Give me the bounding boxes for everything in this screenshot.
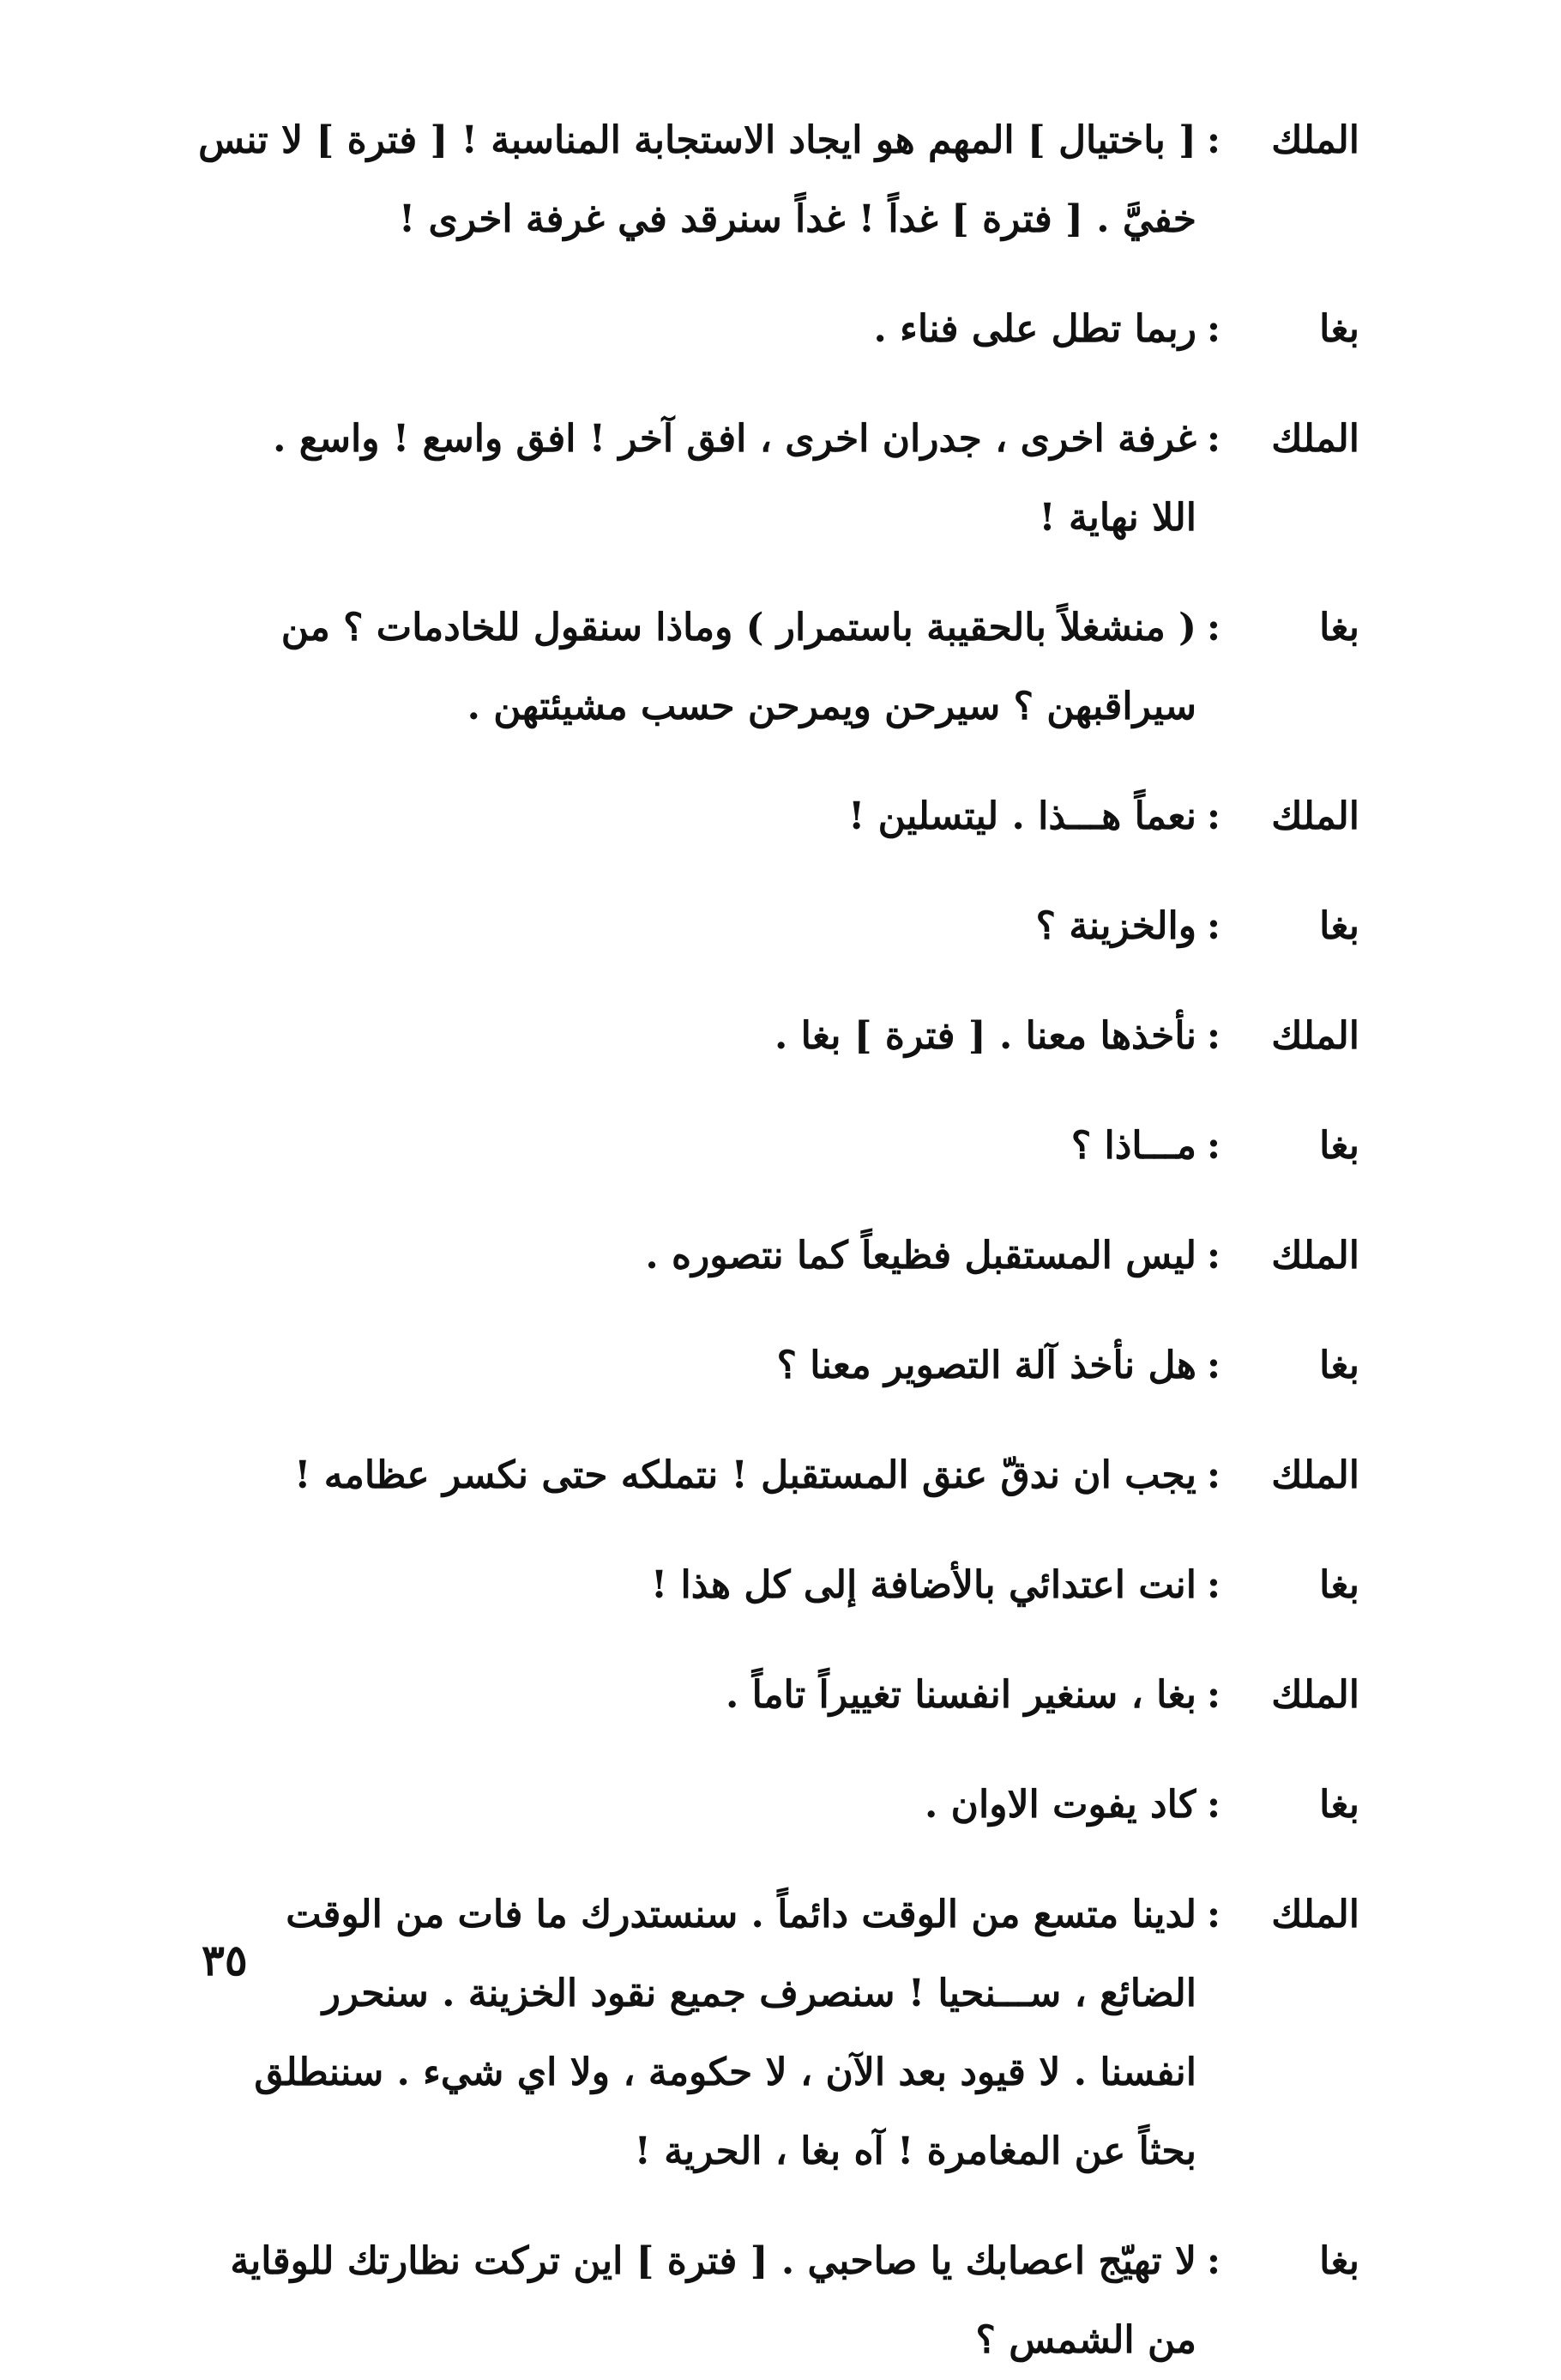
speech	[202, 1436, 1196, 1515]
speech-line: اللا نهاية !	[1039, 496, 1196, 540]
speaker-name: بغا	[1319, 904, 1359, 948]
speaker-separator: :	[1206, 1014, 1221, 1058]
speaker-name: بغا	[1319, 1124, 1359, 1168]
dialogue-entry	[202, 2222, 1359, 2380]
dialogue-entry	[202, 777, 1359, 856]
speech-line: بحثاً عن المغامرة ! آه بغا ، الحرية !	[634, 2129, 1196, 2173]
speaker-separator: :	[1206, 417, 1221, 461]
speech-line: ليس المستقبل فظيعاً كما نتصوره .	[645, 1234, 1196, 1278]
speech-line: انفسنا . لا قيود بعد الآن ، لا حكومة ، ولا اي شيء . سننطلق	[254, 2051, 1196, 2094]
speaker-separator: :	[1206, 1783, 1221, 1827]
speech-line: لدينا متسع من الوقت دائماً . سنستدرك ما فات من الوقت	[286, 1893, 1196, 1936]
dialogue-entry	[202, 400, 1359, 558]
speaker-name: بغا	[1319, 1783, 1359, 1827]
speech	[202, 400, 1196, 558]
speaker-separator: :	[1206, 118, 1221, 162]
speaker-separator: :	[1206, 1563, 1221, 1607]
speech	[202, 1656, 1196, 1735]
speech-line: ربما تطل على فناء .	[873, 307, 1196, 351]
speech-line: غرفة اخرى ، جدران اخرى ، افق آخر ! افق واسع ! واسع .	[273, 417, 1196, 461]
speech-line: لا تهيّج اعصابك يا صاحبي . [ فترة ] اين تركت نظارتك للوقاية	[230, 2239, 1196, 2283]
speech-line: الضائع ، ســـنحيا ! سنصرف جميع نقود الخزينة . سنحرر	[322, 1972, 1196, 2015]
speech-line: هل نأخذ آلة التصوير معنا ؟	[776, 1344, 1196, 1387]
dialogue-entry	[202, 1546, 1359, 1625]
speech	[202, 887, 1196, 966]
speech-line: سيراقبهن ؟ سيرحن ويمرحن حسب مشيئتهن .	[467, 685, 1196, 728]
speech	[202, 1876, 1196, 2191]
speech	[202, 997, 1196, 1076]
speaker-name: الملك	[1271, 417, 1359, 461]
speech-line: من الشمس ؟	[975, 2318, 1196, 2362]
speech	[202, 1217, 1196, 1296]
speech-line: انت اعتدائي بالأضافة إلى كل هذا !	[650, 1563, 1196, 1607]
speech-line: نأخذها معنا . [ فترة ] بغا .	[774, 1014, 1196, 1058]
speech	[202, 1766, 1196, 1845]
speech-line: ( منشغلاً بالحقيبة باستمرار ) وماذا سنقول للخادمات ؟ من	[280, 606, 1196, 649]
speaker-name: الملك	[1271, 1893, 1359, 1936]
speech	[202, 1546, 1196, 1625]
speaker-name: الملك	[1271, 118, 1359, 162]
dialogue-entry	[202, 1436, 1359, 1515]
speech	[202, 290, 1196, 369]
speaker-name: بغا	[1319, 606, 1359, 649]
speaker-separator: :	[1206, 794, 1221, 838]
speaker-separator: :	[1206, 1453, 1221, 1497]
dialogue-entry	[202, 1326, 1359, 1405]
speech-line: نعماً هـــذا . ليتسلين !	[848, 794, 1196, 838]
speech	[202, 1326, 1196, 1405]
speech	[202, 2222, 1196, 2380]
dialogue-entry	[202, 1217, 1359, 1296]
speaker-separator: :	[1206, 1234, 1221, 1278]
speaker-separator: :	[1206, 1893, 1221, 1936]
speech-line: يجب ان ندقّ عنق المستقبل ! نتملكه حتى نكسر عظامه !	[294, 1453, 1196, 1497]
dialogue-entry	[202, 997, 1359, 1076]
speaker-separator: :	[1206, 606, 1221, 649]
dialogue-entry	[202, 589, 1359, 746]
dialogue-entry	[198, 101, 1359, 259]
dialogue-entry	[202, 1766, 1359, 1845]
speaker-name: الملك	[1271, 794, 1359, 838]
dialogue-entry	[202, 1876, 1359, 2191]
speech	[202, 777, 1196, 856]
speaker-name: بغا	[1319, 307, 1359, 351]
speech-line: [ باختيال ] المهم هو ايجاد الاستجابة المناسبة ! [ فترة ] لا تنس	[198, 118, 1196, 162]
speech	[202, 1107, 1196, 1186]
speaker-name: الملك	[1271, 1673, 1359, 1717]
speaker-separator: :	[1206, 1673, 1221, 1717]
speaker-name: الملك	[1271, 1014, 1359, 1058]
speaker-separator: :	[1206, 2239, 1221, 2283]
speech-line: بغا ، سنغير انفسنا تغييراً تاماً .	[725, 1673, 1196, 1717]
speech	[202, 589, 1196, 746]
speaker-separator: :	[1206, 1344, 1221, 1387]
page-number: ٣٥	[202, 1935, 248, 1985]
dialogue-entry	[202, 1656, 1359, 1735]
speaker-name: بغا	[1319, 1563, 1359, 1607]
speaker-name: بغا	[1319, 2239, 1359, 2283]
speaker-separator: :	[1206, 904, 1221, 948]
speech-line: كاد يفوت الاوان .	[925, 1783, 1196, 1827]
speaker-name: بغا	[1319, 1344, 1359, 1387]
dialogue-entry	[202, 1107, 1359, 1186]
dialogue-entry	[202, 887, 1359, 966]
speaker-separator: :	[1206, 1124, 1221, 1168]
speaker-separator: :	[1206, 307, 1221, 351]
speech-line: ُخفيَّ . [ فترة ] غداً ! غداً سنرقد في غرفة اخرى !	[398, 197, 1196, 241]
speaker-name: الملك	[1271, 1234, 1359, 1278]
speaker-name: الملك	[1271, 1453, 1359, 1497]
speech	[198, 101, 1196, 259]
speech-line: مـــاذا ؟	[1070, 1124, 1196, 1168]
dialogue	[198, 101, 1359, 2380]
speech-line: والخزينة ؟	[1035, 904, 1196, 948]
dialogue-entry	[202, 290, 1359, 369]
